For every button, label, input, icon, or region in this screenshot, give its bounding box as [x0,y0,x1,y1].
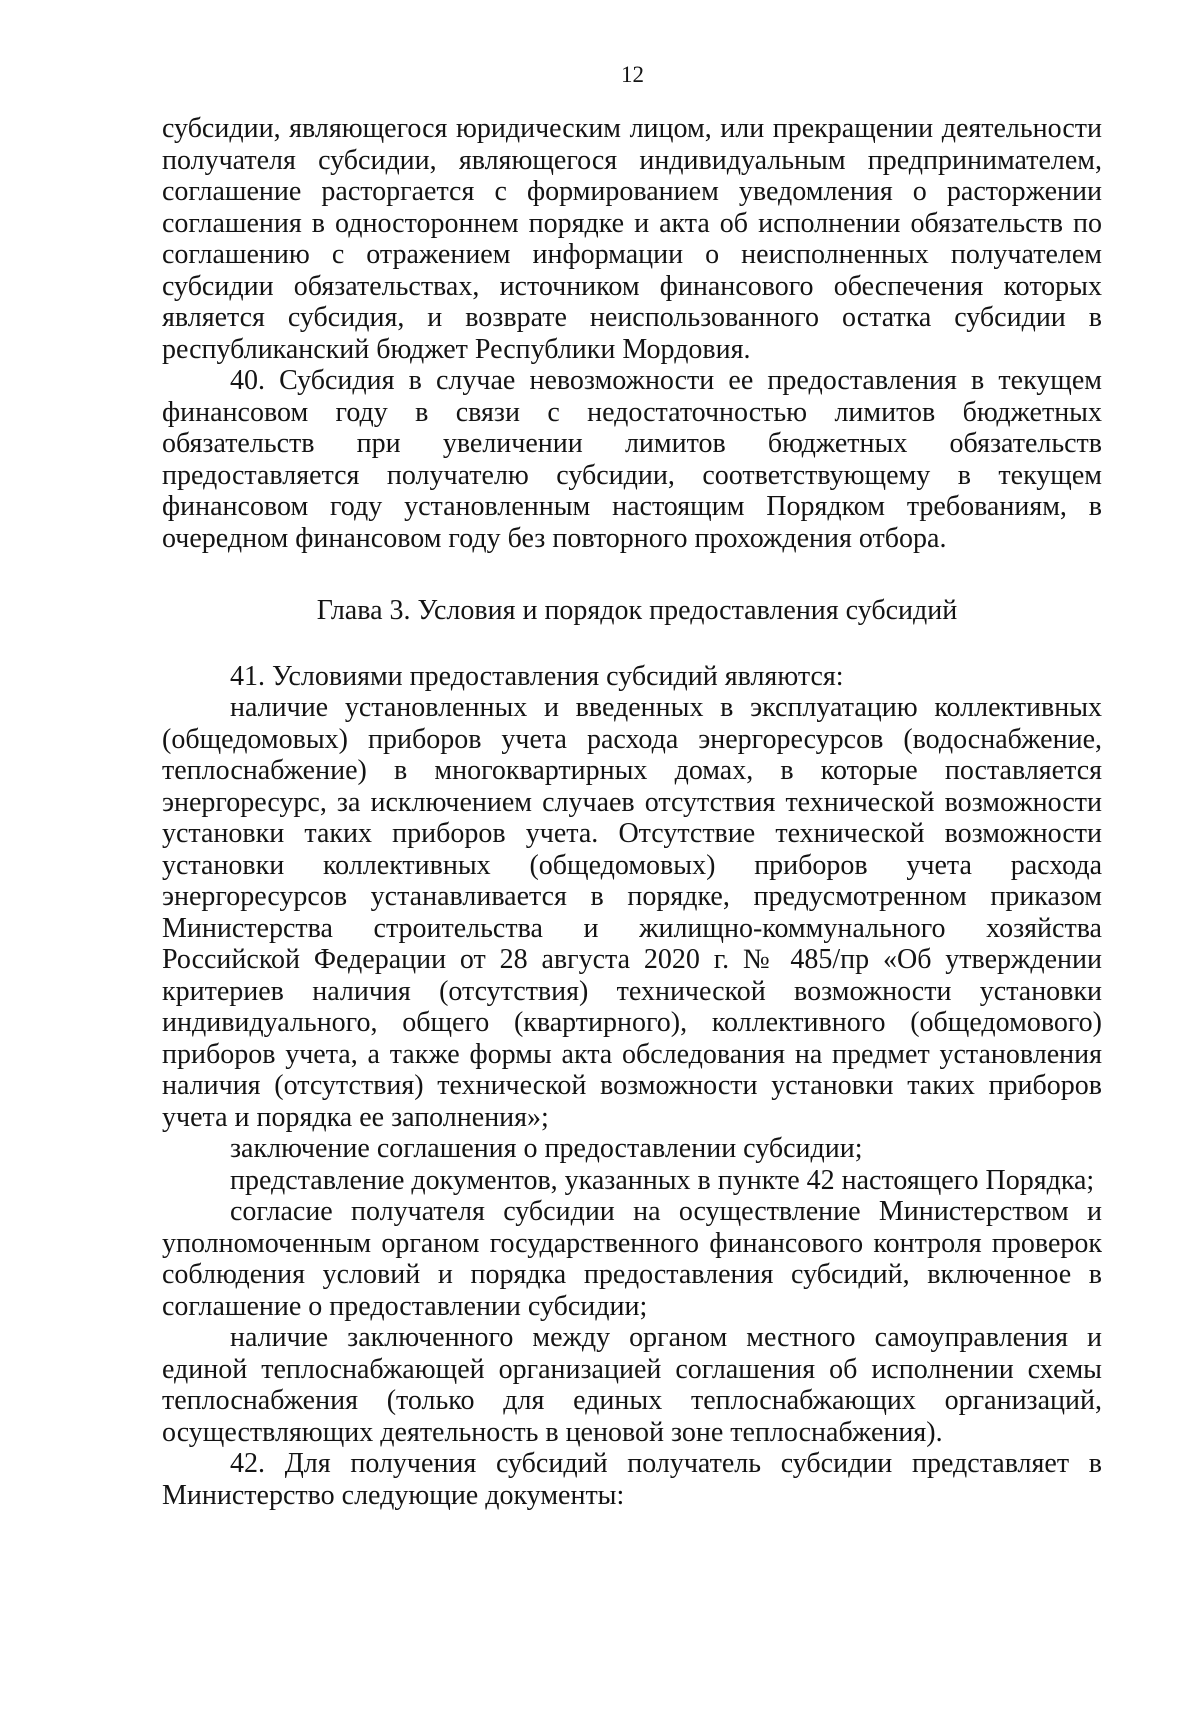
paragraph-41: 41. Условиями предоставления субсидий являются: [230,660,844,692]
page-number: 12 [621,62,644,87]
paragraph-continuation: субсидии, являющегося юридическим лицом, или прекращении деятельности получателя субсидии, являющегося индивидуальным предпринимателем, соглашение расторгается с формированием уведомления о расторжении соглашения в одностороннем порядке и акта об исполнении обязательств по соглашению с отражением информации о неисполненных получателем субсидии обязательствах, источником финансового обеспечения которых является субсидия, и возврате неиспользованного остатка субсидии в республиканский бюджет Республики Мордовия. [162,113,1102,365]
condition-consent: согласие получателя субсидии на осуществление Министерством и уполномоченным органом государственного финансового контроля проверок соблюдения условий и порядка предоставления субсидий, включенное в соглашение о предоставлении субсидии; [162,1196,1102,1322]
condition-documents: представление документов, указанных в пункте 42 настоящего Порядка; [230,1164,1095,1196]
chapter-title: Глава 3. Условия и порядок предоставления субсидий [316,595,958,626]
condition-heat-supply: наличие заключенного между органом местного самоуправления и единой теплоснабжающей организацией соглашения об исполнении схемы теплоснабжения (только для единых теплоснабжающих организаций, осуществляющих деятельность в ценовой зоне теплоснабжения). [162,1322,1102,1448]
condition-meters: наличие установленных и введенных в эксплуатацию коллективных (общедомовых) приборов учета расхода энергоресурсов (водоснабжение, теплоснабжение) в многоквартирных домах, в которые поставляется энергоресурс, за исключением случаев отсутствия технической возможности установки таких приборов учета. Отсутствие технической возможности установки коллективных (общедомовых) приборов учета расхода энергоресурсов устанавливается в порядке, предусмотренном приказом Министерства строительства и жилищно-коммунального хозяйства Российской Федерации от 28 августа 2020 г. № 485/пр «Об утверждении критериев наличия (отсутствия) технической возможности установки индивидуального, общего (квартирного), коллективного (общедомового) приборов учета, а также формы акта обследования на предмет установления наличия (отсутствия) технической возможности установки таких приборов учета и порядка ее заполнения»; [162,692,1102,1133]
condition-agreement: заключение соглашения о предоставлении субсидии; [230,1133,863,1164]
paragraph-40: 40. Субсидия в случае невозможности ее предоставления в текущем финансовом году в связи с недостаточностью лимитов бюджетных обязательств при увеличении лимитов бюджетных обязательств предоставляется получателю субсидии, соответствующему в текущем финансовом году установленным настоящим Порядком требованиям, в очередном финансовом году без повторного прохождения отбора. [162,365,1102,554]
paragraph-42: 42. Для получения субсидий получатель субсидии представляет в Министерство следующие документы: [162,1448,1102,1511]
document-body [162,113,1102,1511]
